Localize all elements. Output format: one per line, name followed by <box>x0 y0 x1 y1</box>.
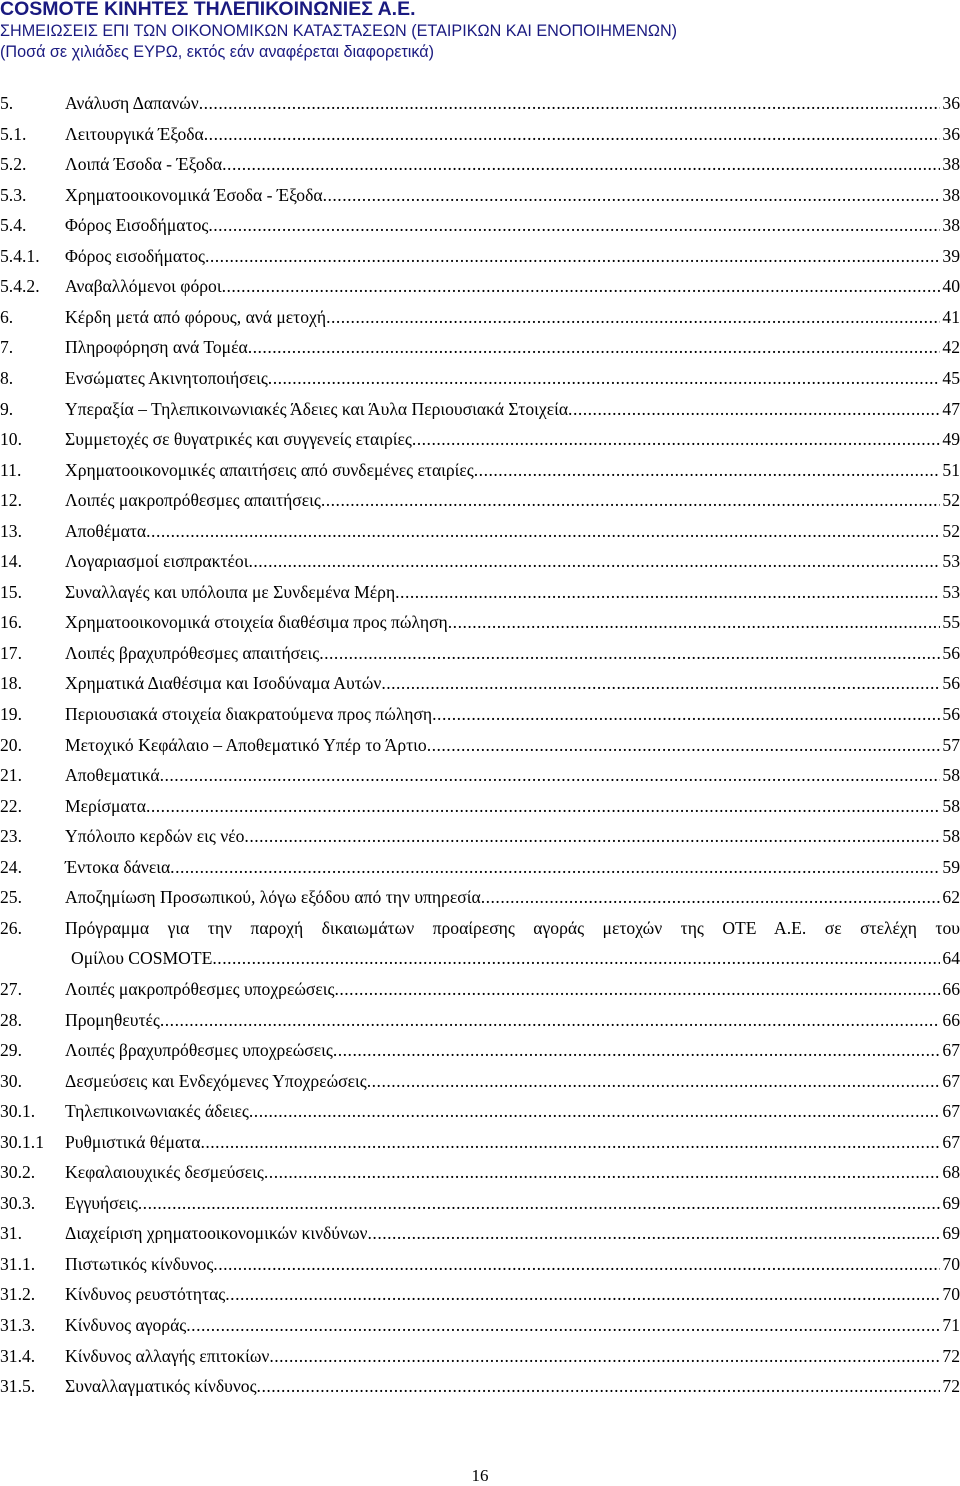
toc-entry-title: Μετοχικό Κεφάλαιο – Αποθεματικό Υπέρ το Άρτιο <box>65 734 427 755</box>
dot-leader <box>474 458 941 482</box>
toc-entry-number: 5. <box>0 93 14 113</box>
toc-entry[interactable] <box>0 305 960 329</box>
toc-entry-number: 30. <box>0 1070 22 1091</box>
toc-entry[interactable] <box>0 274 960 298</box>
toc-entry-title: Κίνδυνος αλλαγής επιτοκίων <box>65 1345 270 1366</box>
document-subtitle: ΣΗΜΕΙΩΣΕΙΣ ΕΠΙ ΤΩΝ ΟΙΚΟΝΟΜΙΚΩΝ ΚΑΤΑΣΤΑΣΕΩΝ (ΕΤΑΙΡΙΚΩΝ ΚΑΙ ΕΝΟΠΟΙΗΜΕΝΩΝ) <box>0 22 678 40</box>
toc-entry-title: Υπεραξία – Τηλεπικοινωνιακές Άδειες και Άυλα Περιουσιακά Στοιχεία <box>65 398 569 419</box>
toc-entry-page: 56 <box>942 642 960 663</box>
toc-entry[interactable] <box>0 916 960 940</box>
toc-entry[interactable] <box>0 335 960 359</box>
toc-entry[interactable] <box>0 91 960 115</box>
toc-entry-title: Λοιπές μακροπρόθεσμες απαιτήσεις <box>65 490 321 511</box>
toc-entry-title: Φόρος Εισοδήματος <box>65 215 209 236</box>
dot-leader <box>395 580 940 604</box>
toc-entry-title: Αναβαλλόμενοι φόροι <box>65 276 222 297</box>
toc-entry[interactable] <box>0 702 960 726</box>
toc-entry-page: 53 <box>942 551 960 572</box>
dot-leader <box>334 977 940 1001</box>
toc-entry-title: Φόρος εισοδήματος <box>65 245 205 266</box>
toc-entry[interactable] <box>0 1130 960 1154</box>
toc-entry-number: 8. <box>0 367 14 388</box>
toc-entry[interactable] <box>0 244 960 268</box>
toc-entry[interactable] <box>0 397 960 421</box>
dot-leader <box>257 1374 941 1398</box>
toc-entry-number: 5.2. <box>0 154 27 175</box>
toc-entry-number: 18. <box>0 673 22 694</box>
toc-entry-title: Εγγυήσεις <box>65 1192 138 1213</box>
dot-leader <box>268 366 941 390</box>
toc-entry-number: 23. <box>0 826 22 847</box>
toc-entry-page: 58 <box>942 795 960 816</box>
toc-entry-number: 21. <box>0 765 22 786</box>
toc-entry-title: Λοιπές βραχυπρόθεσμες απαιτήσεις <box>65 642 320 663</box>
dot-leader <box>160 763 941 787</box>
dot-leader <box>186 1313 940 1337</box>
toc-entry-number: 13. <box>0 520 22 541</box>
toc-entry-number: 20. <box>0 734 22 755</box>
toc-entry[interactable] <box>0 458 960 482</box>
toc-entry-number: 11. <box>0 459 22 480</box>
toc-entry-title: Ρυθμιστικά θέματα <box>65 1131 201 1152</box>
dot-leader <box>264 1160 941 1184</box>
dot-leader <box>204 122 941 146</box>
toc-entry-page: 41 <box>942 306 960 327</box>
dot-leader <box>481 885 941 909</box>
toc-entry-title: Κίνδυνος αγοράς <box>65 1315 187 1335</box>
toc-entry-page: 36 <box>942 93 960 113</box>
dot-leader <box>321 488 941 512</box>
toc-entry-title: Ανάλυση Δαπανών <box>65 93 199 113</box>
toc-entry-title: Λοιπά Έσοδα - Έξοδα <box>65 154 223 175</box>
dot-leader <box>225 1282 940 1306</box>
dot-leader <box>269 1344 940 1368</box>
toc-entry-title: Έντοκα δάνεια <box>65 856 171 877</box>
toc-entry-page: 40 <box>942 276 960 297</box>
toc-entry-number: 5.4. <box>0 215 27 236</box>
toc-entry[interactable] <box>0 824 960 848</box>
toc-entry-page: 55 <box>942 612 960 633</box>
toc-entry-title: Κέρδη μετά από φόρους, ανά μετοχή <box>65 306 327 327</box>
toc-entry-page: 45 <box>942 367 960 388</box>
dot-leader <box>412 427 941 451</box>
toc-entry[interactable] <box>0 183 960 207</box>
toc-entry[interactable] <box>0 977 960 1001</box>
toc-entry-title: Πληροφόρηση ανά Τομέα <box>65 337 248 358</box>
toc-entry[interactable] <box>0 855 960 879</box>
dot-leader <box>326 305 940 329</box>
toc-entry-title: Λογαριασμοί εισπρακτέοι <box>65 551 249 572</box>
toc-entry[interactable] <box>0 763 960 787</box>
toc-entry-title: Πιστωτικός κίνδυνος <box>65 1253 214 1274</box>
toc-entry-number: 30.1. <box>0 1101 36 1122</box>
toc-entry[interactable] <box>0 549 960 573</box>
dot-leader <box>212 946 940 970</box>
toc-entry[interactable] <box>0 122 960 146</box>
toc-entry-page: 49 <box>942 429 960 450</box>
toc-entry-title: Διαχείριση χρηματοοικονομικών κινδύνων <box>65 1223 368 1244</box>
dot-leader <box>367 1069 941 1093</box>
toc-entry-page: 53 <box>942 581 960 602</box>
toc-entry-number: 30.2. <box>0 1162 36 1183</box>
toc-entry-page: 58 <box>942 765 960 786</box>
dot-leader <box>146 794 940 818</box>
company-title: COSMOTE ΚΙΝΗΤΕΣ ΤΗΛΕΠΙΚΟΙΝΩΝΙΕΣ Α.Ε. <box>0 0 416 20</box>
dot-leader <box>248 335 941 359</box>
toc-entry-page: 72 <box>942 1376 960 1397</box>
toc-entry[interactable] <box>0 733 960 757</box>
dot-leader <box>213 1252 940 1276</box>
toc-entry-page: 38 <box>942 184 960 205</box>
toc-entry-page: 52 <box>942 490 960 511</box>
toc-entry-title-continued: Ομίλου COSMOTE <box>71 948 213 969</box>
toc-entry-number: 29. <box>0 1040 22 1061</box>
toc-entry-title: Περιουσιακά στοιχεία διακρατούμενα προς πώληση <box>65 704 433 724</box>
toc-entry-title: Αποθέματα <box>65 520 147 541</box>
toc-entry[interactable] <box>0 671 960 695</box>
dot-leader <box>568 397 940 421</box>
toc-entry[interactable] <box>0 488 960 512</box>
toc-entry-title: Λειτουργικά Έξοδα <box>65 123 204 144</box>
toc-entry-title: Χρηματοοικονομικά Έσοδα - Έξοδα <box>65 184 323 205</box>
toc-entry-number: 17. <box>0 642 22 663</box>
dot-leader <box>319 641 940 665</box>
dot-leader <box>368 1221 941 1245</box>
toc-entry-number: 27. <box>0 978 22 999</box>
toc-entry[interactable] <box>0 885 960 909</box>
toc-entry-title: Χρηματοοικονομικές απαιτήσεις από συνδεμένες εταιρίες <box>65 459 474 480</box>
dot-leader <box>432 702 940 726</box>
toc-entry-number: 30.3. <box>0 1192 36 1213</box>
toc-entry-title: Χρηματικά Διαθέσιμα και Ισοδύναμα Αυτών <box>65 673 382 694</box>
toc-entry[interactable] <box>0 1252 960 1276</box>
toc-entry-number: 30.1.1 <box>0 1131 44 1152</box>
toc-entry-page: 72 <box>942 1345 960 1366</box>
toc-entry-continuation[interactable] <box>0 946 960 970</box>
page-number: 16 <box>471 1466 489 1485</box>
toc-entry-number: 31. <box>0 1223 22 1244</box>
toc-entry-number: 15. <box>0 581 22 602</box>
toc-entry-title: Κίνδυνος ρευστότητας <box>65 1284 226 1305</box>
toc-entry-number: 5.4.1. <box>0 245 40 266</box>
currency-note: (Ποσά σε χιλιάδες ΕΥΡΩ, εκτός εάν αναφέρεται διαφορετικά) <box>0 43 435 61</box>
toc-entry[interactable] <box>0 1221 960 1245</box>
dot-leader <box>170 855 940 879</box>
toc-entry-page: 66 <box>942 1009 960 1030</box>
dot-leader <box>381 671 940 695</box>
toc-entry-title: Προμηθευτές <box>65 1009 160 1030</box>
toc-entry-title: Αποθεματικά <box>65 765 160 786</box>
toc-entry-page: 38 <box>942 154 960 175</box>
toc-entry-page: 67 <box>942 1101 960 1122</box>
toc-entry[interactable] <box>0 366 960 390</box>
dot-leader <box>222 152 940 176</box>
toc-entry-title: Συναλλαγματικός κίνδυνος <box>65 1376 257 1397</box>
toc-entry-page: 56 <box>942 673 960 694</box>
toc-entry-number: 6. <box>0 306 14 327</box>
toc-entry-page: 71 <box>942 1315 960 1335</box>
toc-entry-number: 5.1. <box>0 123 27 144</box>
toc-entry-page: 58 <box>942 826 960 847</box>
toc-entry-title: Χρηματοοικονομικά στοιχεία διαθέσιμα προς πώληση <box>65 612 448 633</box>
toc-entry[interactable] <box>0 1008 960 1032</box>
toc-entry-title: Ενσώματες Ακινητοποιήσεις <box>65 367 268 388</box>
toc-entry-title: Συμμετοχές σε θυγατρικές και συγγενείς εταιρίες <box>65 429 412 450</box>
toc-entry[interactable] <box>0 152 960 176</box>
toc-entry-page: 67 <box>942 1070 960 1091</box>
toc-entry-page: 66 <box>942 978 960 999</box>
toc-entry[interactable] <box>0 1038 960 1062</box>
toc-entry-page: 69 <box>942 1223 960 1244</box>
toc-entry-title: Λοιπές μακροπρόθεσμες υποχρεώσεις <box>65 978 335 999</box>
toc-entry-title: Λοιπές βραχυπρόθεσμες υποχρεώσεις <box>65 1040 333 1061</box>
toc-entry[interactable] <box>0 794 960 818</box>
dot-leader <box>333 1038 941 1062</box>
toc-entry-page: 39 <box>942 245 960 266</box>
toc-entry-number: 31.2. <box>0 1284 36 1305</box>
toc-entry-title: Κεφαλαιουχικές δεσμεύσεις <box>65 1162 264 1183</box>
toc-entry[interactable] <box>0 1160 960 1184</box>
toc-entry[interactable] <box>0 1191 960 1215</box>
toc-entry-page: 68 <box>942 1162 960 1183</box>
toc-entry-title: Συναλλαγές και υπόλοιπα με Συνδεμένα Μέρη <box>65 581 396 602</box>
toc-entry-title: Πρόγραμμα για την παροχή δικαιωμάτων προαίρεσης αγοράς μετοχών της ΟΤΕ Α.Ε. σε στελέχη του <box>65 917 960 938</box>
toc-entry-page: 59 <box>942 856 960 877</box>
toc-entry-title: Τηλεπικοινωνιακές άδειες <box>65 1101 249 1122</box>
toc-entry-number: 31.5. <box>0 1376 36 1397</box>
toc-entry-page: 70 <box>942 1284 960 1305</box>
dot-leader <box>249 1099 941 1123</box>
toc-entry-page: 52 <box>942 520 960 541</box>
toc-entry[interactable] <box>0 1313 960 1337</box>
toc-entry-number: 26. <box>0 917 22 938</box>
dot-leader <box>323 183 941 207</box>
toc-entry-page: 56 <box>942 704 960 724</box>
toc-entry-number: 16. <box>0 612 22 633</box>
toc-entry-page: 42 <box>942 337 960 358</box>
toc-entry-page: 64 <box>942 948 960 969</box>
dot-leader <box>160 1008 941 1032</box>
toc-entry-number: 19. <box>0 704 22 724</box>
toc-entry[interactable] <box>0 1344 960 1368</box>
toc-entry-number: 12. <box>0 490 22 511</box>
toc-entry-page: 51 <box>942 459 960 480</box>
toc-entry-page: 47 <box>942 398 960 419</box>
toc-entry-number: 9. <box>0 398 14 419</box>
dot-leader <box>248 549 940 573</box>
toc-entry[interactable] <box>0 610 960 634</box>
toc-entry-number: 7. <box>0 337 14 358</box>
toc-entry-page: 67 <box>942 1131 960 1152</box>
dot-leader <box>222 274 941 298</box>
toc-entry[interactable] <box>0 213 960 237</box>
dot-leader <box>199 91 941 115</box>
toc-entry-number: 28. <box>0 1009 22 1030</box>
dot-leader <box>138 1191 941 1215</box>
toc-entry[interactable] <box>0 580 960 604</box>
toc-entry[interactable] <box>0 1099 960 1123</box>
dot-leader <box>244 824 940 848</box>
toc-entry-page: 67 <box>942 1040 960 1061</box>
toc-entry-title: Δεσμεύσεις και Ενδεχόμενες Υποχρεώσεις <box>65 1070 367 1091</box>
toc-entry-page: 69 <box>942 1192 960 1213</box>
toc-entry-page: 70 <box>942 1253 960 1274</box>
dot-leader <box>200 1130 940 1154</box>
toc-entry[interactable] <box>0 1282 960 1306</box>
toc-entry-number: 24. <box>0 856 22 877</box>
toc-entry-number: 5.3. <box>0 184 27 205</box>
toc-entry-number: 10. <box>0 429 22 450</box>
toc-entry[interactable] <box>0 1374 960 1398</box>
toc-entry-page: 62 <box>942 887 960 908</box>
toc-entry-page: 57 <box>942 734 960 755</box>
dot-leader <box>146 519 940 543</box>
toc-entry-title: Μερίσματα <box>65 795 146 816</box>
dot-leader <box>205 244 940 268</box>
toc-entry-number: 5.4.2. <box>0 276 40 297</box>
toc-entry[interactable] <box>0 1069 960 1093</box>
toc-entry[interactable] <box>0 641 960 665</box>
toc-entry-title: Αποζημίωση Προσωπικού, λόγω εξόδου από την υπηρεσία <box>65 887 481 908</box>
dot-leader <box>427 733 941 757</box>
toc-entry-number: 31.4. <box>0 1345 36 1366</box>
toc-entry-title: Υπόλοιπο κερδών εις νέο <box>65 826 245 847</box>
toc-entry-number: 31.3. <box>0 1315 36 1335</box>
dot-leader <box>448 610 941 634</box>
toc-entry[interactable] <box>0 519 960 543</box>
dot-leader <box>208 213 940 237</box>
toc-entry-number: 22. <box>0 795 22 816</box>
toc-entry-number: 31.1. <box>0 1253 36 1274</box>
toc-entry-number: 25. <box>0 887 22 908</box>
toc-entry[interactable] <box>0 427 960 451</box>
toc-entry-number: 14. <box>0 551 22 572</box>
toc-entry-page: 36 <box>942 123 960 144</box>
toc-entry-page: 38 <box>942 215 960 236</box>
